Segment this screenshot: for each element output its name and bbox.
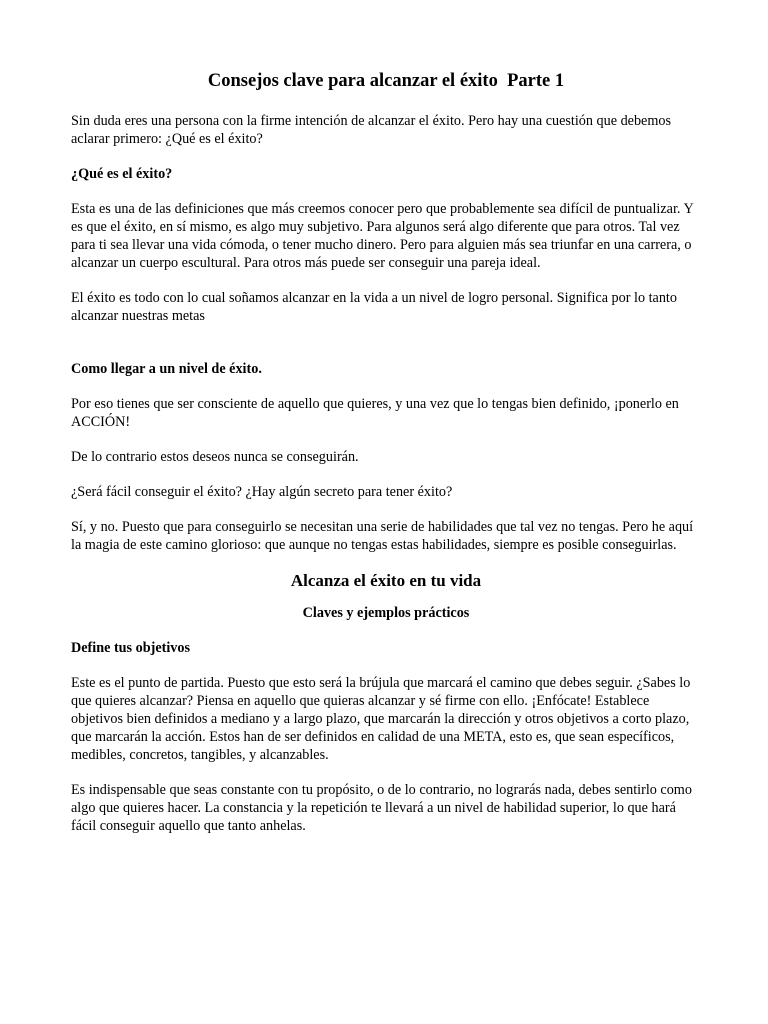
paragraph-exito-es: El éxito es todo con lo cual soñamos alcanzar en la vida a un nivel de logro personal. Significa por lo tanto alcanzar nuestras metas <box>71 290 677 325</box>
paragraph-contrario: De lo contrario estos deseos nunca se conseguirán. <box>71 449 359 466</box>
document-page <box>71 70 701 852</box>
heading-que-es-el-exito: ¿Qué es el éxito? <box>71 166 173 183</box>
heading-define-objetivos: Define tus objetivos <box>71 639 191 656</box>
paragraph-facil: ¿Será fácil conseguir el éxito? ¿Hay algún secreto para tener éxito? <box>71 484 453 501</box>
paragraph-punto-partida: Este es el punto de partida. Puesto que esto será la brújula que marcará el camino que debes seguir. ¿Sabes lo que quieres alcanzar? Piensa en aquello que quieras alcanzar y sé firme con ello. ¡Enfócate! Establece objetivos bien definidos a mediano y a largo plazo, que marcarán la dirección y otros objetivos a corto plazo, que marcarán la acción. Estos han de ser definidos en calidad de una META, esto es, que sean específicos, medibles, concretos, tangibles, y alcanzables. <box>71 674 691 763</box>
section-subtitle: Claves y ejemplos prácticos <box>302 604 470 621</box>
paragraph-definiciones: Esta es una de las definiciones que más creemos conocer pero que probablemente sea difícil de puntualizar. Y es que el éxito, en sí mismo, es algo muy subjetivo. Para algunos será algo diferente que para otros. Tal vez para ti sea llevar una vida cómoda, o tener mucho dinero. Pero para alguien más sea triunfar en una carrera, o alcanzar un cuerpo escultural. Para otros más puede ser conseguir una pareja ideal. <box>71 201 694 272</box>
paragraph-si-no: Sí, y no. Puesto que para conseguirlo se necesitan una serie de habilidades que tal vez no tengas. Pero he aquí la magia de este camino glorioso: que aunque no tengas estas habilidades, siempre es posible conseguirlas. <box>71 519 694 554</box>
paragraph-constante: Es indispensable que seas constante con tu propósito, o de lo contrario, no lograrás nada, debes sentirlo como algo que quieres hacer. La constancia y la repetición te llevará a un nivel de habilidad superior, lo que hará fácil conseguir aquello que tanto anhelas. <box>71 781 692 834</box>
blank-line <box>71 342 701 360</box>
document-title: Consejos clave para alcanzar el éxito Parte 1 <box>207 71 565 91</box>
heading-como-llegar: Como llegar a un nivel de éxito. <box>71 361 262 378</box>
paragraph-consciente: Por eso tienes que ser consciente de aquello que quieres, y una vez que lo tengas bien definido, ¡ponerlo en ACCIÓN! <box>71 396 679 431</box>
section-title: Alcanza el éxito en tu vida <box>290 571 482 591</box>
intro-paragraph: Sin duda eres una persona con la firme intención de alcanzar el éxito. Pero hay una cuestión que debemos aclarar primero: ¿Qué es el éxito? <box>71 113 671 148</box>
